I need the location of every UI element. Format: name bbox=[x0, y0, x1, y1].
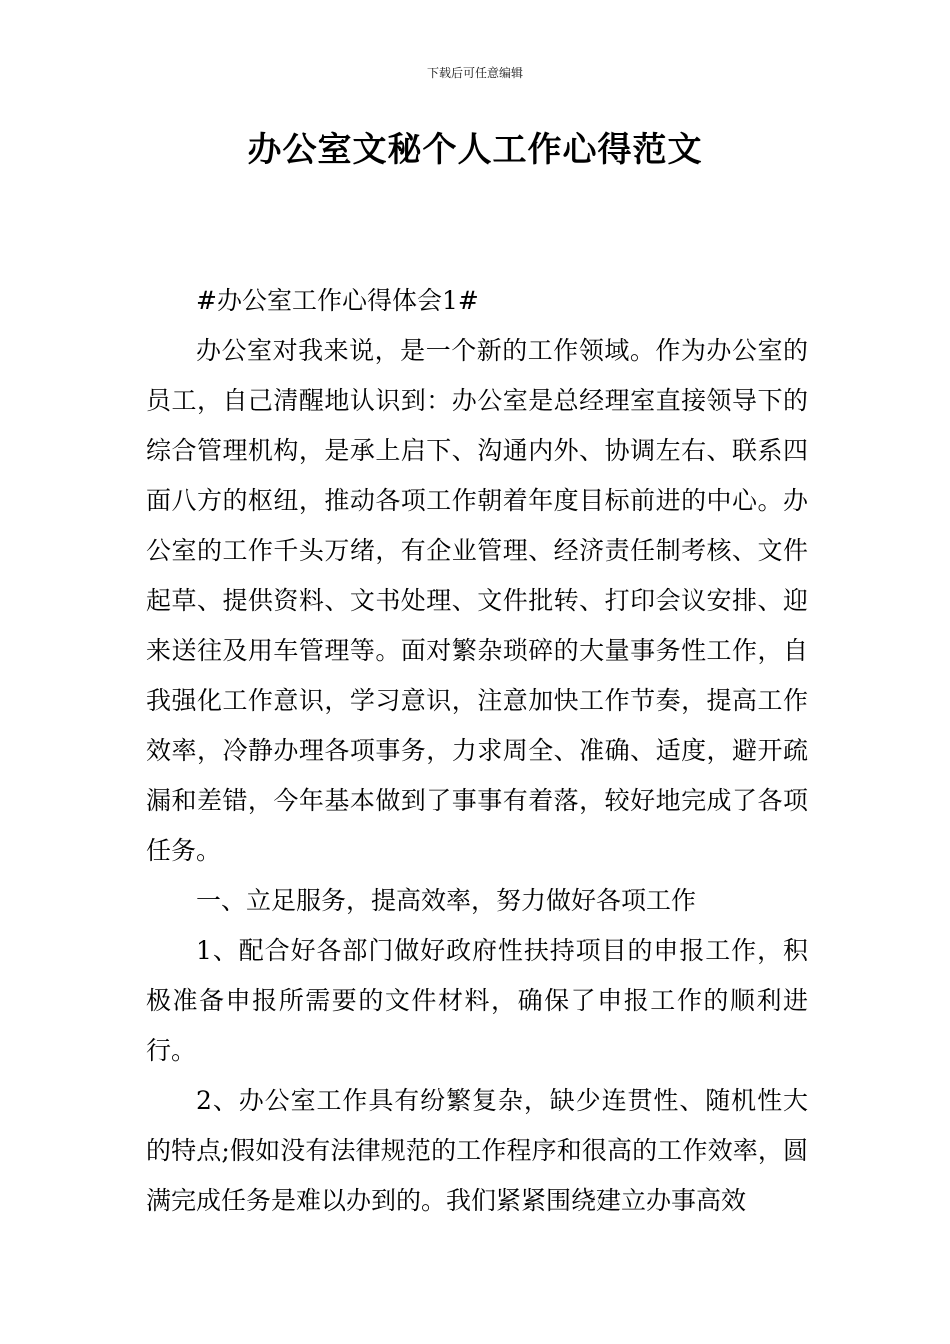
document-title: 办公室文秘个人工作心得范文 bbox=[247, 130, 703, 170]
paragraph-item-2: 2、办公室工作具有纷繁复杂，缺少连贯性、随机性大的特点;假如没有法律规范的工作程序和很高的工作效率，圆满完成任务是难以办到的。我们紧紧围绕建立办事高效 bbox=[146, 1086, 808, 1215]
section-heading: #办公室工作心得体会1# bbox=[196, 286, 479, 315]
paragraph-intro: 办公室对我来说，是一个新的工作领域。作为办公室的员工，自己清醒地认识到：办公室是总经理室直接领导下的综合管理机构，是承上启下、沟通内外、协调左右、联系四面八方的枢纽，推动各项工作朝着年度目标前进的中心。办公室的工作千头万绪，有企业管理、经济责任制考核、文件起草、提供资料、文书处理、文件批转、打印会议安排、迎来送往及用车管理等。面对繁杂琐碎的大量事务性工作，自我强化工作意识，学习意识，注意加快工作节奏，提高工作效率，冷静办理各项事务，力求周全、准确、适度，避开疏漏和差错，今年基本做到了事事有着落，较好地完成了各项任务。 bbox=[146, 336, 808, 865]
paragraph-item-1: 1、配合好各部门做好政府性扶持项目的申报工作，积极准备申报所需要的文件材料，确保了申报工作的顺利进行。 bbox=[146, 936, 808, 1065]
header-note: 下载后可任意编辑 bbox=[426, 66, 523, 80]
section-heading-one: 一、立足服务，提高效率，努力做好各项工作 bbox=[196, 886, 697, 915]
document-body bbox=[146, 276, 808, 1226]
